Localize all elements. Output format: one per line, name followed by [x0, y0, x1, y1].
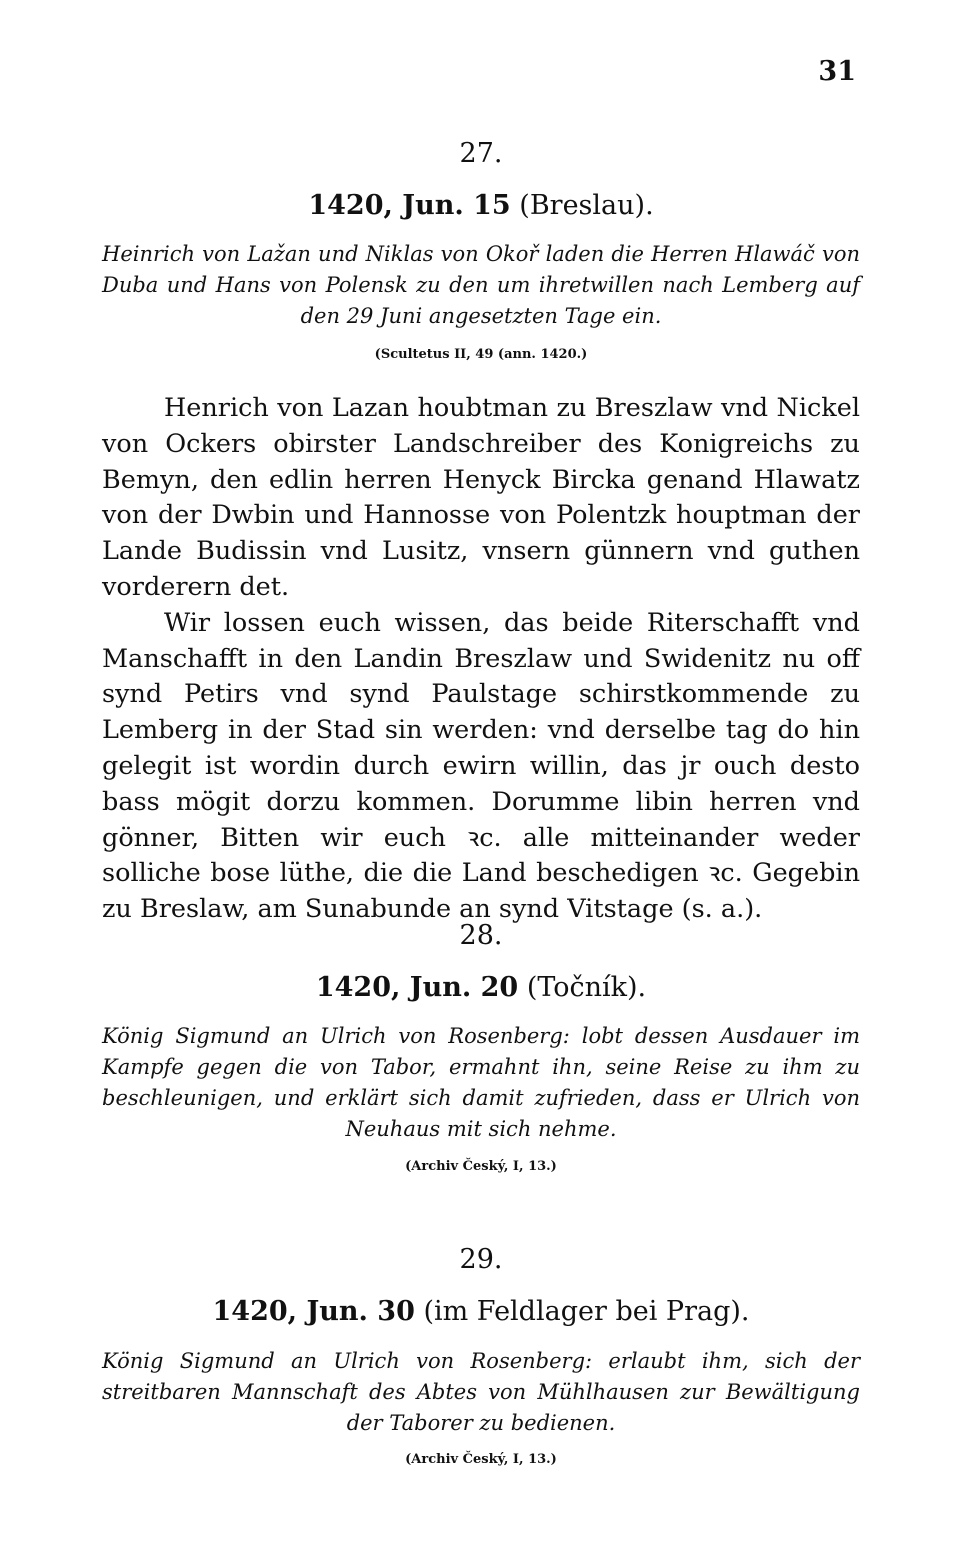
heading-place: (Točník). — [526, 972, 647, 1003]
document-number: 28. — [459, 920, 503, 951]
document-number: 27. — [459, 138, 503, 169]
document-heading — [102, 972, 860, 1003]
heading-date: 1420, Jun. 30 — [212, 1296, 415, 1327]
heading-place: (Breslau). — [519, 190, 654, 221]
body-paragraph: Wir lossen euch wissen, das beide Riterschafft vnd Manschafft in den Landin Breszlaw und Swidenitz nu off synd Petirs vnd synd Paulstage schirstkommende zu Lemberg in der Stad sin werden: vnd derselbe tag do hin gelegit ist wordin durch ewirn willin, das jr ouch desto bass mögit dorzu kommen. Dorumme libin herren vnd gönner, Bitten wir euch ꝛc. alle mitteinander weder solliche bose lüthe, die die Land beschedigen ꝛc. Gegebin zu Breslaw, am Sunabunde an synd Vitstage (s. a.). — [102, 607, 860, 925]
page-number: 31 — [818, 56, 856, 87]
source-citation: (Archiv Český, I, 13.) — [405, 1159, 557, 1174]
regest: Heinrich von Lažan und Niklas von Okoř laden die Herren Hlawáč von Duba und Hans von Polensk zu den um ihretwillen nach Lemberg auf den 29 Juni angesetzten Tage ein. — [102, 242, 860, 328]
heading-place: (im Feldlager bei Prag). — [423, 1296, 750, 1327]
source-citation: (Scultetus II, 49 (ann. 1420.) — [374, 347, 588, 362]
regest: König Sigmund an Ulrich von Rosenberg: erlaubt ihm, sich der streitbaren Mannschaft des Abtes von Mühlhausen zur Bewältigung der Taborer zu bedienen. — [102, 1349, 860, 1435]
body-paragraph: Henrich von Lazan houbtman zu Breszlaw vnd Nickel von Ockers obirster Landschreiber des Konigreichs zu Bemyn, den edlin herren Henyck Bircka genand Hlawatz von der Dwbin und Hannosse von Polentzk houptman der Lande Budissin vnd Lusitz, vnsern günnern vnd guthen vorderern det. — [102, 393, 860, 602]
regest: König Sigmund an Ulrich von Rosenberg: lobt dessen Ausdauer im Kampfe gegen die von Tabor, ermahnt ihn, seine Reise zu ihm zu beschleunigen, und erklärt sich damit zufrieden, dass er Ulrich von Neuhaus mit sich nehme. — [102, 1024, 860, 1141]
source-citation: (Archiv Český, I, 13.) — [405, 1452, 557, 1467]
document-heading — [102, 1296, 860, 1327]
document-heading — [102, 190, 860, 221]
document-number: 29. — [459, 1244, 503, 1275]
document-body — [102, 391, 860, 928]
heading-date: 1420, Jun. 20 — [315, 972, 519, 1003]
heading-date: 1420, Jun. 15 — [308, 190, 511, 221]
